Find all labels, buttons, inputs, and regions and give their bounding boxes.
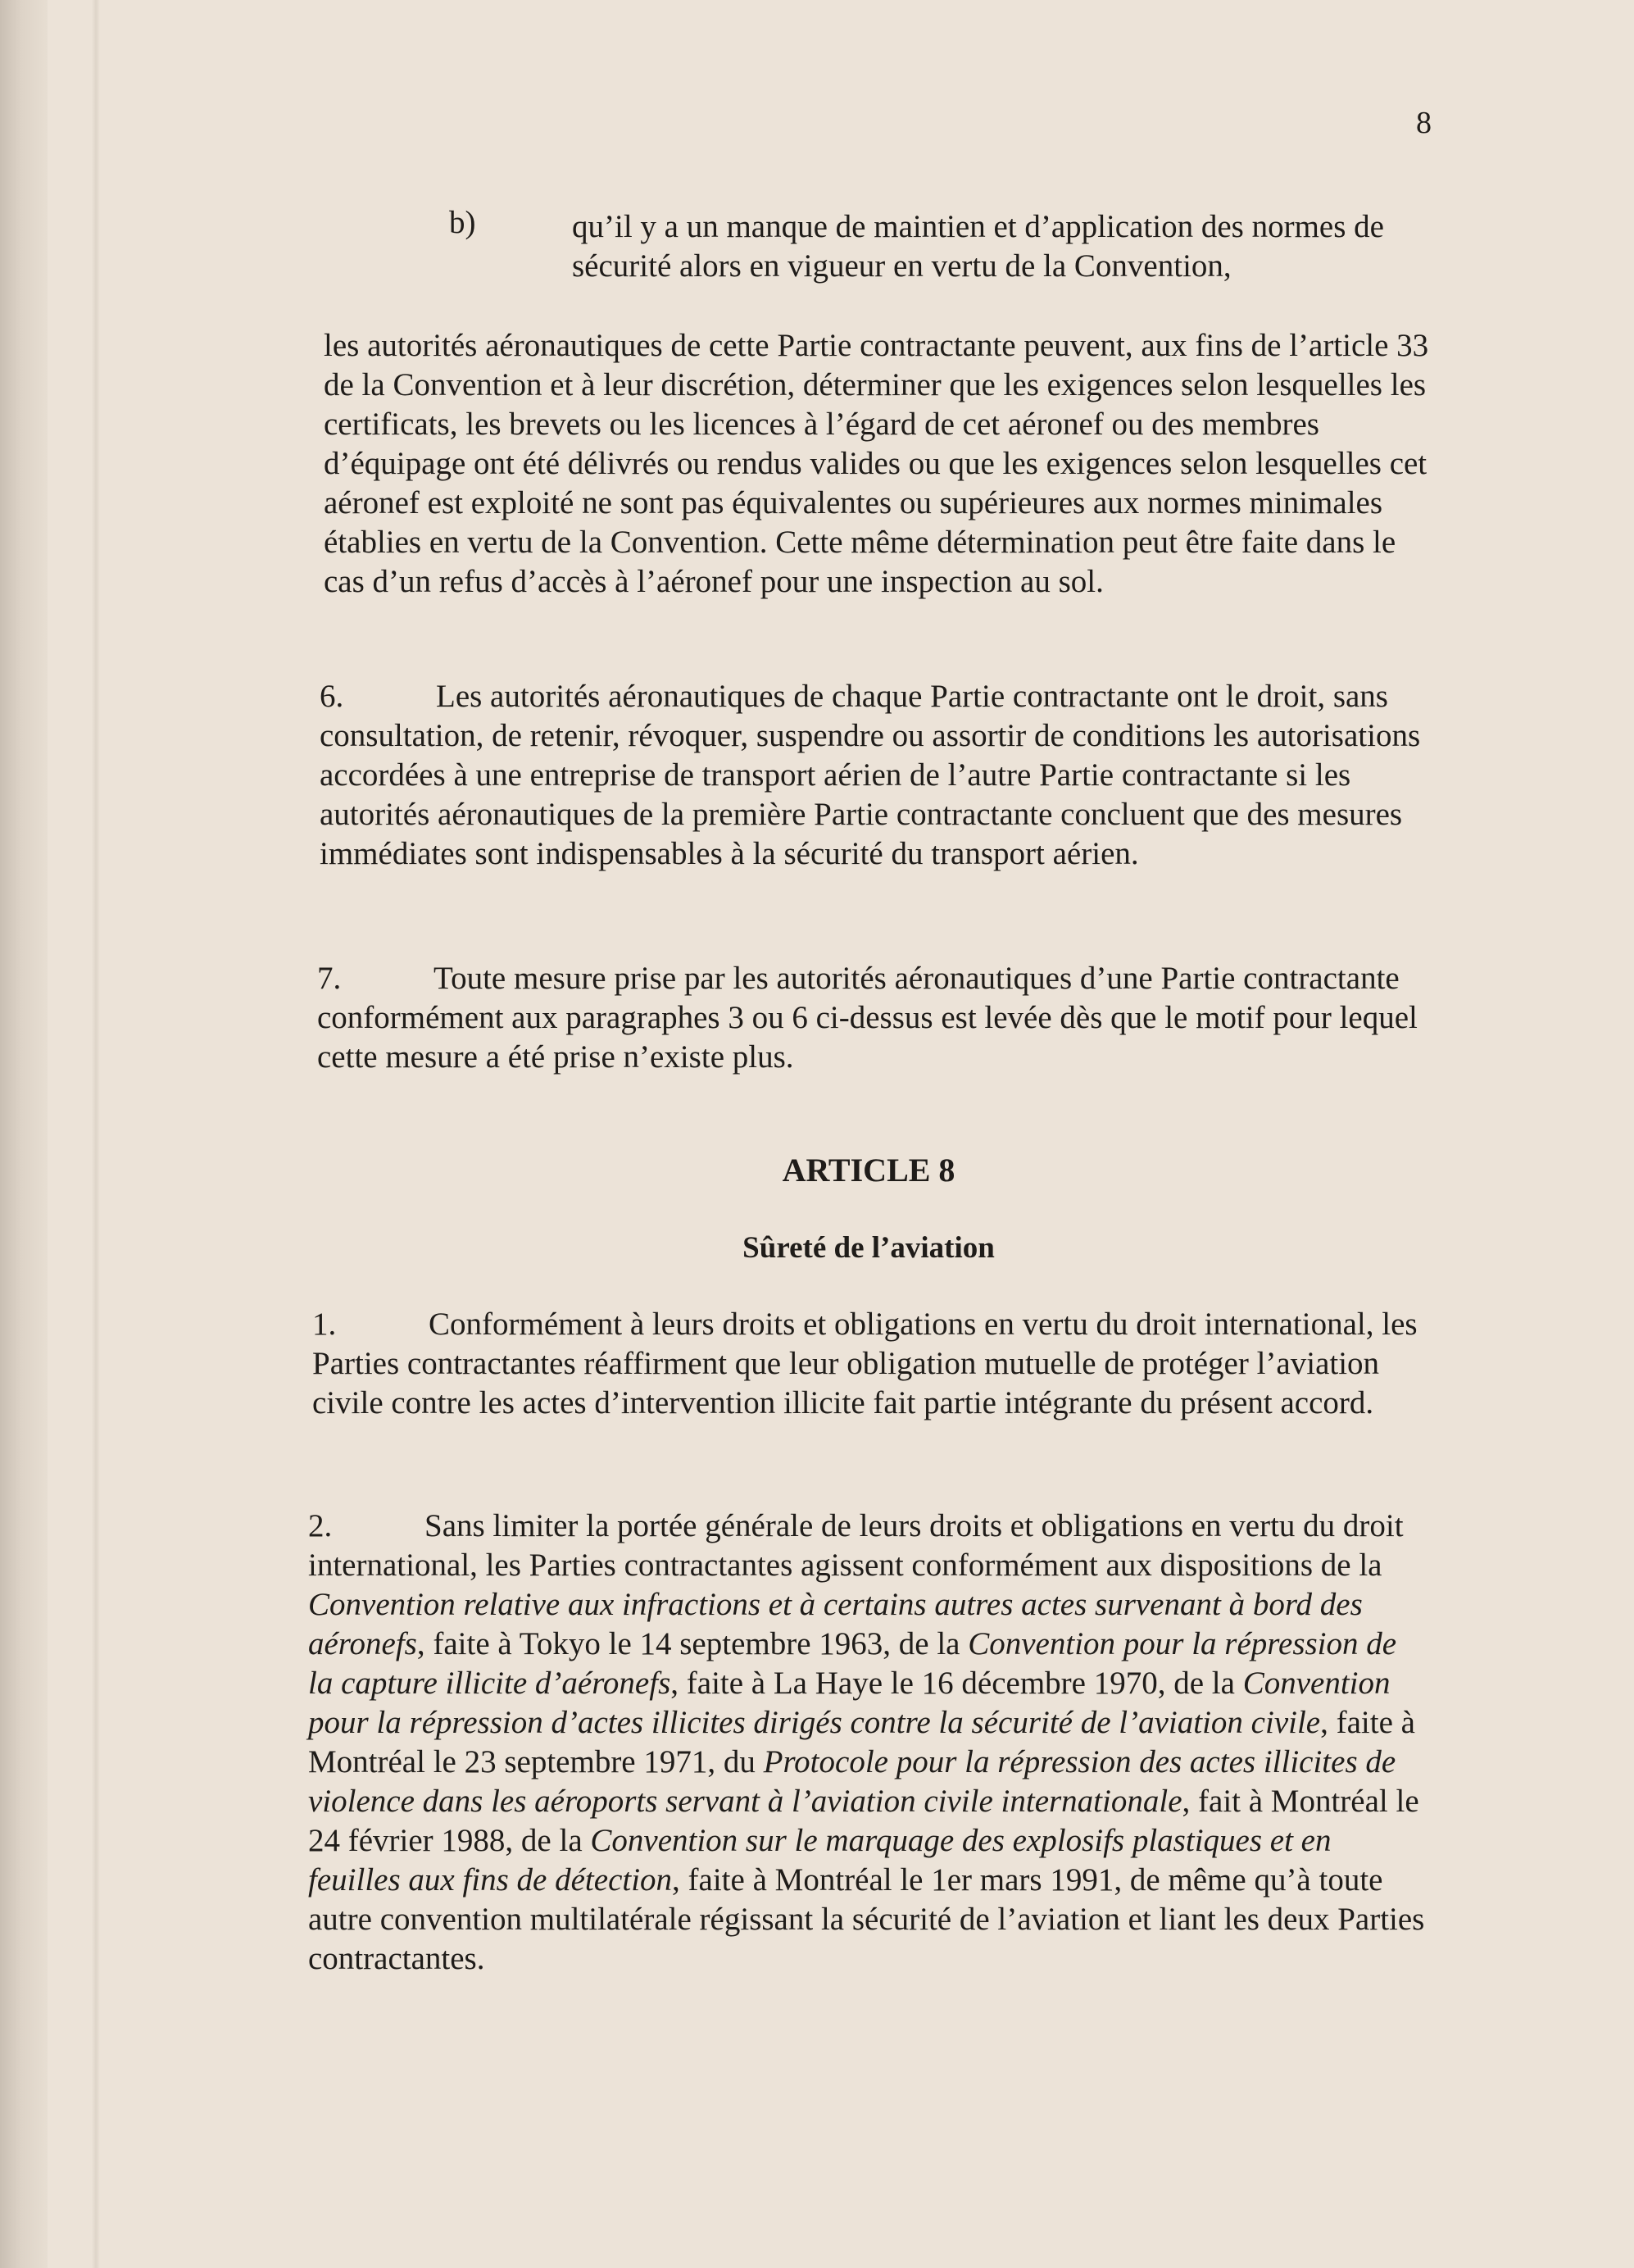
paragraph-7-number: 7. [317, 961, 342, 996]
paragraph-text-segment: , faite à Montréal le 23 septembre 1971, du [308, 1705, 1415, 1779]
list-item-b-content: qu’il y a un manque de maintien et d’application des normes de sécurité alors en vigueur en vertu de la Convention, [572, 209, 1384, 284]
convention-title-montreal: Convention pour la répression d’actes illicites dirigés contre la sécurité de l’aviation civile [308, 1666, 1391, 1740]
article-8-paragraph-2 [308, 1507, 1427, 1979]
page-fold-line [92, 0, 100, 2268]
paragraph-text-segment: , faite à Tokyo le 14 septembre 1963, de la [416, 1626, 969, 1661]
paragraph-text-segment: Sans limiter la portée générale de leurs droits et obligations en vertu du droit international, les Parties contractantes agissent conformément aux dispositions de la [308, 1508, 1404, 1583]
article-subheading: Sûreté de l’aviation [742, 1231, 995, 1265]
article-heading: ARTICLE 8 [782, 1152, 955, 1189]
paragraph-text-segment: , fait à Montréal le 24 février 1988, de la [308, 1784, 1419, 1858]
article-8-paragraph-1-number: 1. [312, 1307, 337, 1342]
paragraph-7 [317, 959, 1440, 1077]
paragraph-text-segment: , faite à Montréal le 1er mars 1991, de même qu’à toute autre convention multilatérale régissant la sécurité de l’aviation et liant les deux Parties contractantes. [308, 1862, 1425, 1976]
page-number: 8 [1416, 106, 1432, 140]
paragraph-6 [320, 677, 1438, 874]
protocol-title-airports: Protocole pour la répression des actes illicites de violence dans les aéroports servant à l’aviation civile internationale [308, 1744, 1396, 1819]
article-8-paragraph-1-text: Conformément à leurs droits et obligations en vertu du droit international, les Parties contractantes réaffirment que leur obligation mutuelle de protéger l’aviation civile contre les actes d’intervention illicite fait partie intégrante du présent accord. [312, 1307, 1418, 1420]
paragraph-continuation: les autorités aéronautiques de cette Partie contractante peuvent, aux fins de l’article 33 de la Convention et à leur discrétion, déterminer que les exigences selon lesquelles les certificats, les brevets ou les licences à l’égard de cet aéronef ou des membres d’équipage ont été délivrés ou rendus valides ou que les exigences selon lesquelles cet aéronef est exploité ne sont pas équivalentes ou supérieures aux normes minimales établies en vertu de la Convention. Cette même détermination peut être faite dans le cas d’un refus d’accès à l’aéronef pour une inspection au sol. [324, 328, 1429, 599]
paragraph-6-text: Les autorités aéronautiques de chaque Partie contractante ont le droit, sans consultation, de retenir, révoquer, suspendre ou assortir de conditions les autorisations accordées à une entreprise de transport aérien de l’autre Partie contractante si les autorités aéronautiques de la première Partie contractante concluent que des mesures immédiates sont indispensables à la sécurité du transport aérien. [320, 679, 1421, 871]
list-item-b-text [572, 207, 1400, 286]
paragraph-text-segment: , faite à La Haye le 16 décembre 1970, de la [670, 1666, 1243, 1701]
paragraph-7-text: Toute mesure prise par les autorités aéronautiques d’une Partie contractante conformément aux paragraphes 3 ou 6 ci-dessus est levée dès que le motif pour lequel cette mesure a été prise n’existe plus. [317, 961, 1418, 1075]
page-binding-shadow [0, 0, 48, 2268]
list-item-b-label: b) [449, 205, 476, 240]
article-8-paragraph-2-number: 2. [308, 1508, 333, 1543]
convention-title-explosives: Convention sur le marquage des explosifs plastiques et en feuilles aux fins de détection [308, 1823, 1332, 1898]
convention-title-hague: Convention pour la répression de la capture illicite d’aéronefs [308, 1626, 1397, 1701]
article-8-paragraph-1 [312, 1305, 1431, 1423]
convention-title-tokyo: Convention relative aux infractions et à certains autres actes survenant à bord des aéronefs [308, 1587, 1363, 1661]
paragraph-6-number: 6. [320, 679, 344, 714]
